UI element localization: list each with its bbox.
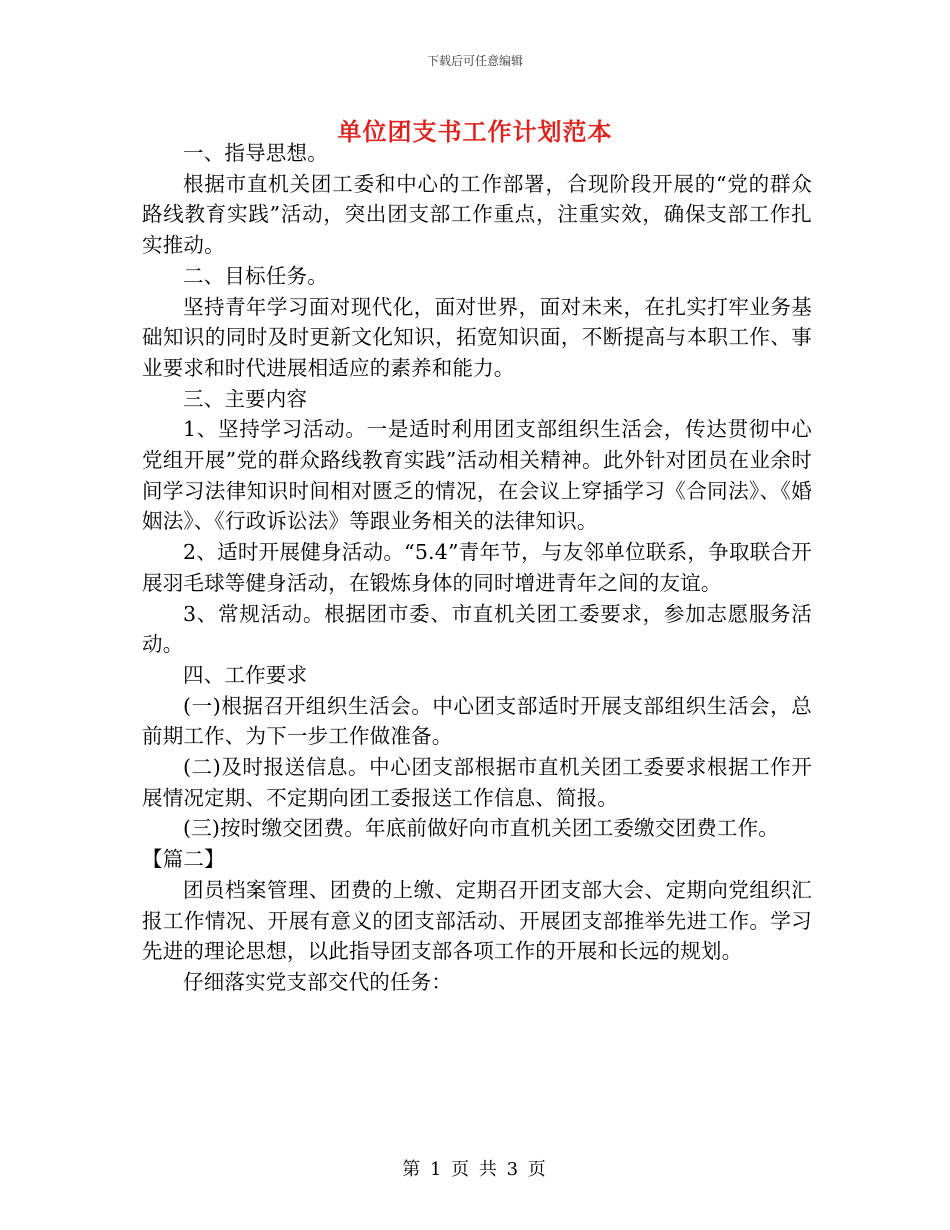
paragraph: 一、指导思想。 — [183, 141, 328, 165]
paragraph: 坚持青年学习面对现代化，面对世界，面对未来，在扎实打牢业务基础知识的同时及时更新文化知识，拓宽知识面，不断提高与本职工作、事业要求和时代进展相适应的素养和能力。 — [142, 294, 812, 380]
header-note: 下载后可任意编辑 — [426, 54, 523, 68]
document-body — [142, 138, 812, 998]
paragraph: (二)及时报送信息。中心团支部根据市直机关团工委要求根据工作开展情况定期、不定期向团工委报送工作信息、简报。 — [142, 755, 812, 810]
page-footer: 第 1 页 共 3 页 — [402, 1159, 548, 1180]
paragraph: 根据市直机关团工委和中心的工作部署，合现阶段开展的“党的群众路线教育实践”活动，突出团支部工作重点，注重实效，确保支部工作扎实推动。 — [142, 171, 812, 258]
paragraph: 团员档案管理、团费的上缴、定期召开团支部大会、定期向党组织汇报工作情况、开展有意义的团支部活动、开展团支部推举先进工作。学习先进的理论思想，以此指导团支部各项工作的开展和长远的规划。 — [142, 877, 812, 964]
paragraph: 仔细落实党支部交代的任务： — [183, 969, 453, 994]
paragraph: 四、工作要求 — [183, 662, 308, 687]
section-heading: 【篇二】 — [142, 847, 225, 872]
document-title: 单位团支书工作计划范本 — [337, 117, 613, 146]
paragraph: 二、目标任务。 — [183, 263, 328, 288]
paragraph: (三)按时缴交团费。年底前做好向市直机关团工委缴交团费工作。 — [183, 816, 779, 841]
paragraph: 3、常规活动。根据团市委、市直机关团工委要求，参加志愿服务活动。 — [142, 601, 812, 657]
paragraph: 三、主要内容 — [183, 386, 308, 411]
paragraph: 2、适时开展健身活动。“5.4”青年节，与友邻单位联系，争取联合开展羽毛球等健身活动，在锻炼身体的同时增进青年之间的友谊。 — [142, 540, 812, 595]
paragraph: (一)根据召开组织生活会。中心团支部适时开展支部组织生活会，总前期工作、为下一步工作做准备。 — [142, 693, 812, 749]
paragraph: 1、坚持学习活动。一是适时利用团支部组织生活会，传达贯彻中心党组开展”党的群众路线教育实践”活动相关精神。此外针对团员在业余时间学习法律知识时间相对匮乏的情况，在会议上穿插学习《合同法》、《婚姻法》、《行政诉讼法》等跟业务相关的法律知识。 — [142, 417, 812, 534]
